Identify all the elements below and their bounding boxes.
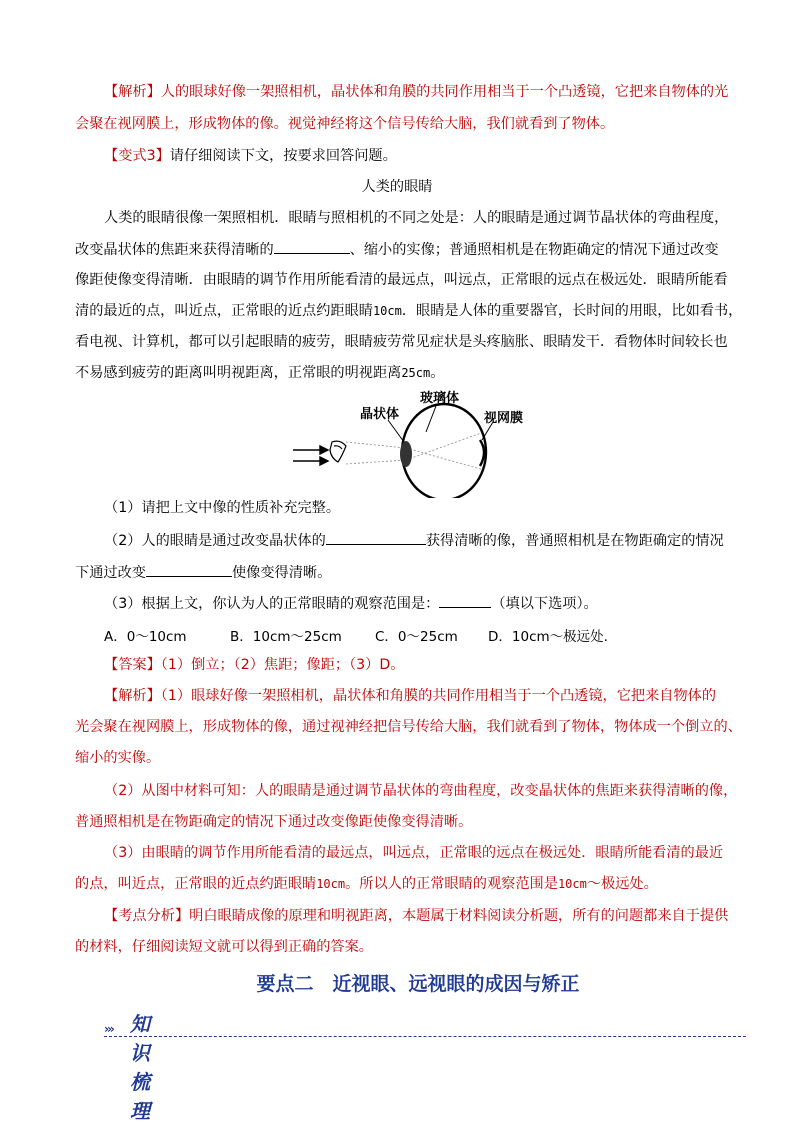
answer-line: 【答案】（1）倒立；（2）焦距；像距；（3）D。 [104, 657, 405, 673]
banner-divider [104, 1036, 746, 1037]
banner-arrows: ››› [104, 1022, 113, 1036]
analysis-intro-line2: 会聚在视网膜上，形成物体的像。视觉神经将这个信号传给大脑，我们就看到了物体。 [75, 116, 615, 132]
section-title: 要点二 近视眼、远视眼的成因与矫正 [256, 973, 580, 995]
article-line3: 像距使像变得清晰．由眼睛的调节作用所能看清的最远点，叫远点，正常眼的远点在极远处．眼睛所能看 [75, 272, 728, 288]
blank-lens-property[interactable] [326, 530, 426, 545]
analysis-intro-line1: 【解析】人的眼球好像一架照相机，晶状体和角膜的共同作用相当于一个凸透镜，它把来自物体的光 [104, 84, 729, 100]
analysis-1-line3: 缩小的实像。 [75, 750, 161, 766]
kaodian-line2: 的材料，仔细阅读短文就可以得到正确的答案。 [75, 939, 373, 955]
analysis-1-line2: 光会聚在视网膜上，形成物体的像，通过视神经把信号传给大脑，我们就看到了物体，物体成一个倒立的、 [75, 719, 742, 735]
retina-shape [480, 440, 484, 466]
article-line4: 清的最近的点，叫近点，正常眼的近点约距眼睛10cm．眼睛是人体的重要器官，长时间的用眼，比如看书， [75, 303, 743, 319]
analysis-3-line1: （3）由眼睛的调节作用所能看清的最远点，叫远点，正常眼的远点在极远处．眼睛所能看清的最近 [104, 845, 724, 861]
label-lens: 晶状体 [360, 407, 400, 422]
article-line5: 看电视、计算机，都可以引起眼睛的疲劳，眼睛疲劳常见症状是头疼脑胀、眼睛发干．看物体时间较长也 [75, 334, 728, 350]
option-c: C．0～25cm [375, 629, 458, 645]
lens-shape [400, 441, 412, 467]
light-arrows [293, 446, 328, 465]
article-line6: 不易感到疲劳的距离叫明视距离，正常眼的明视距离25cm。 [75, 365, 445, 381]
kaodian-line1: 【考点分析】明白眼睛成像的原理和明视距离，本题属于材料阅读分析题，所有的问题都来自于提供 [104, 908, 729, 924]
analysis-2-line1: （2）从图中材料可知：人的眼睛是通过调节晶状体的弯曲程度，改变晶状体的焦距来获得清晰的像， [104, 783, 738, 799]
eyeball-outline [402, 404, 486, 498]
option-d: D．10cm～极远处. [488, 629, 608, 645]
analysis-2-line2: 普通照相机是在物距确定的情况下通过改变像距使像变得清晰。 [75, 814, 473, 830]
object-candle [330, 441, 346, 462]
blank-range-choice[interactable] [439, 593, 491, 608]
eye-diagram [288, 388, 538, 498]
article-line1: 人类的眼睛很像一架照相机．眼睛与照相机的不同之处是：人的眼睛是通过调节晶状体的弯曲程度， [104, 210, 729, 226]
variant-heading: 【变式3】请仔细阅读下文，按要求回答问题。 [104, 148, 397, 164]
question-2-line1: （2）人的眼睛是通过改变晶状体的 获得清晰的像，普通照相机是在物距确定的情况 [104, 530, 724, 551]
analysis-1-line1: 【解析】（1）眼球好像一架照相机，晶状体和角膜的共同作用相当于一个凸透镜，它把来自物体的 [104, 688, 717, 704]
light-rays [346, 432, 484, 470]
blank-image-property[interactable] [274, 239, 350, 254]
article-line2: 改变晶状体的焦距来获得清晰的 、缩小的实像；普通照相机是在物距确定的情况下通过改变 [75, 239, 719, 260]
question-2-line2: 下通过改变 使像变得清晰。 [75, 562, 331, 583]
question-3: （3）根据上文，你认为人的正常眼睛的观察范围是： （填以下选项）。 [104, 593, 598, 614]
label-retina: 视网膜 [484, 411, 524, 426]
article-title: 人类的眼睛 [361, 179, 433, 195]
banner-text: 知识梳理 [130, 1012, 151, 1123]
analysis-3-line2: 的点，叫近点，正常眼的近点约距眼睛10cm。所以人的正常眼睛的观察范围是10cm～极远处。 [75, 876, 658, 892]
option-a: A．0～10cm [104, 629, 187, 645]
question-1: （1）请把上文中像的性质补充完整。 [104, 500, 341, 516]
blank-camera-property[interactable] [146, 562, 232, 577]
option-b: B．10cm～25cm [230, 629, 342, 645]
label-vitreous: 玻璃体 [420, 391, 460, 406]
